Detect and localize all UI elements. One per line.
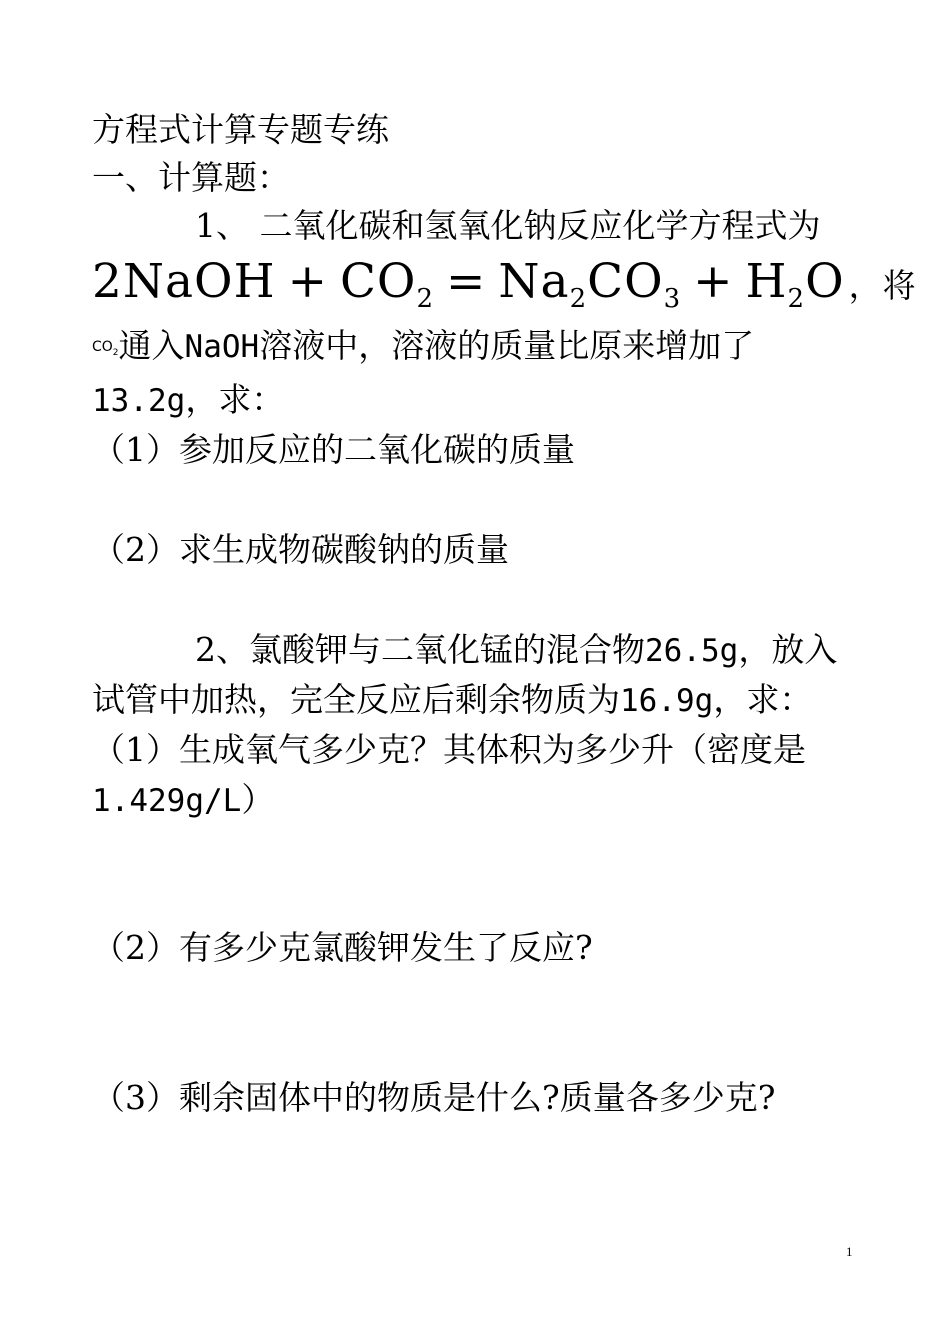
q2-line2: 试管中加热，完全反应后剩余物质为16.9g，求：: [92, 680, 813, 719]
eq-tail-text: ，将: [848, 266, 917, 305]
eq-product-na: Na: [498, 254, 570, 309]
eq-sub-na: 2: [569, 284, 588, 314]
eq-equals: =: [446, 254, 487, 309]
small-co2-image: $CO_2$: [92, 339, 119, 358]
q2-subquestion-3: （3）剩余固体中的物质是什么?质量各多少克?: [92, 1078, 776, 1117]
eq-reactant-naoh: 2NaOH: [92, 254, 276, 309]
q2-line1: 2、氯酸钾与二氧化锰的混合物26.5g，放入: [195, 630, 838, 669]
q1-intro: 1、 二氧化碳和氢氧化钠反应化学方程式为: [195, 206, 821, 245]
section-heading: 一、计算题：: [92, 158, 290, 197]
eq-sub-2: 2: [416, 284, 435, 314]
mixture-mass-value: 26.5g: [645, 633, 739, 669]
q1-line3: 13.2g，求：: [92, 380, 285, 419]
chemical-equation: [92, 254, 917, 327]
q2-subquestion-1-cont: 1.429g/L）: [92, 780, 275, 819]
eq-product-co: CO: [587, 254, 664, 309]
naoh-text: NaOH: [184, 329, 260, 365]
eq-product-h: H: [745, 254, 788, 309]
mass-increase-value: 13.2g: [92, 383, 186, 419]
eq-sub-3: 3: [663, 284, 682, 314]
q2-subquestion-1: （1）生成氧气多少克？其体积为多少升（密度是: [92, 730, 806, 769]
density-value: 1.429g/L: [92, 783, 242, 819]
page-title: 方程式计算专题专练: [92, 110, 389, 149]
eq-sub-h: 2: [787, 284, 806, 314]
q1-subquestion-1: （1）参加反应的二氧化碳的质量: [92, 430, 575, 469]
eq-product-o: O: [805, 254, 845, 309]
eq-reactant-co: CO: [339, 254, 417, 309]
q1-line2: $CO_2$通入NaOH溶液中，溶液的质量比原来增加了: [92, 326, 755, 365]
eq-plus-1: +: [287, 254, 328, 309]
q1-subquestion-2: （2）求生成物碳酸钠的质量: [92, 530, 509, 569]
q2-subquestion-2: （2）有多少克氯酸钾发生了反应?: [92, 928, 593, 967]
residue-mass-value: 16.9g: [620, 683, 714, 719]
page-number: 1: [846, 1244, 853, 1259]
eq-plus-2: +: [693, 254, 734, 309]
